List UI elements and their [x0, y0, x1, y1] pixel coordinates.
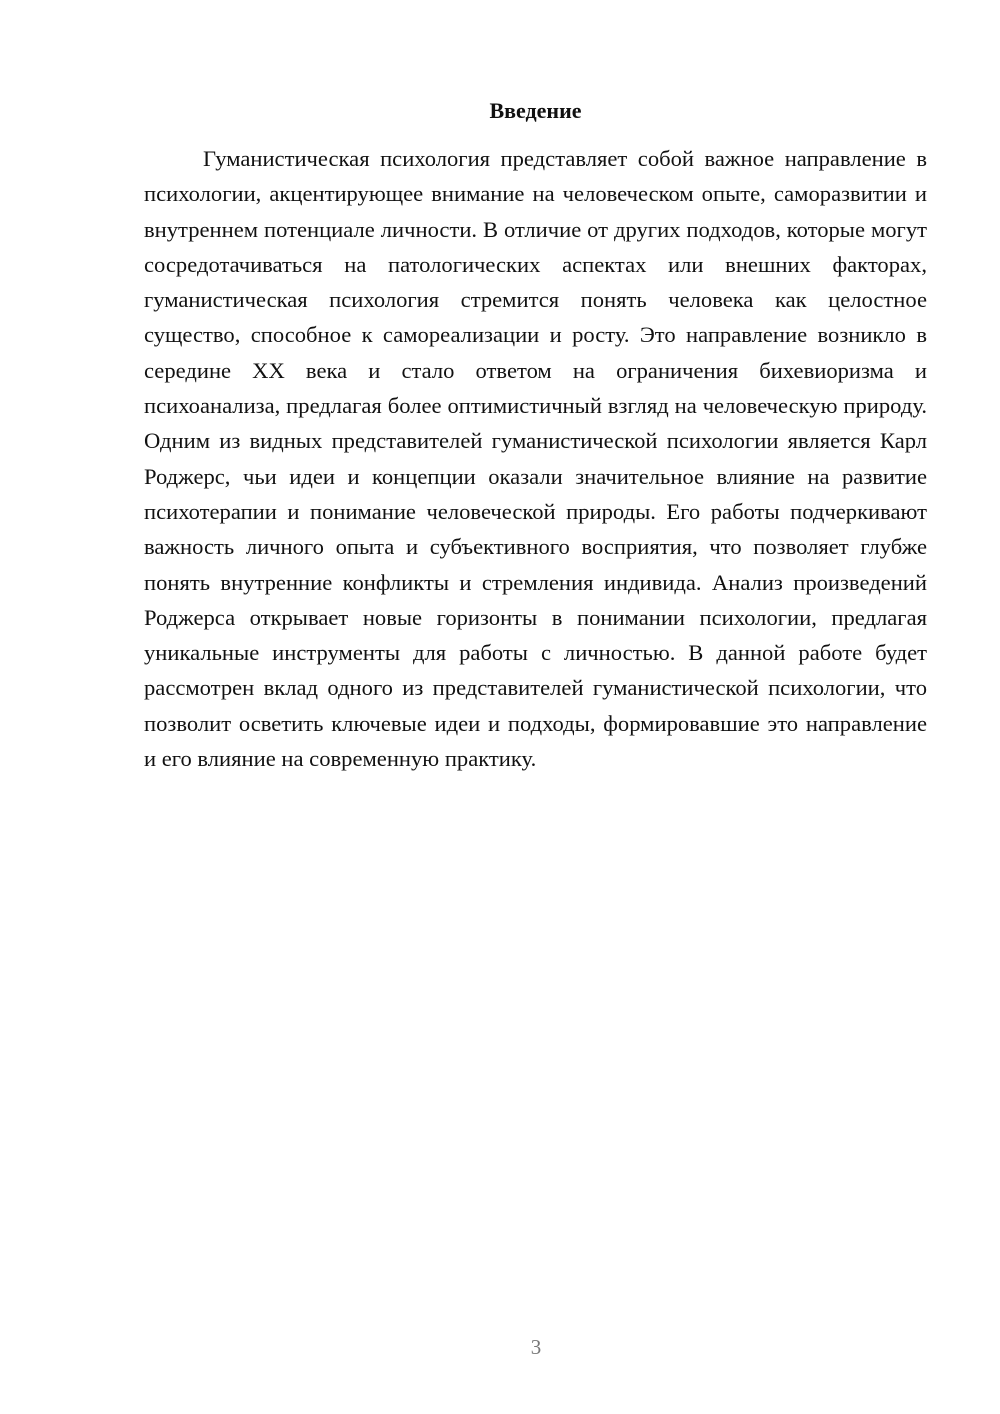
- section-heading: Введение: [489, 98, 582, 123]
- page-number: 3: [530, 1335, 542, 1359]
- body-paragraph: Гуманистическая психология представляет собой важное направление в психологии, акцентирующее внимание на человеческом опыте, саморазвитии и внутреннем потенциале личности. В отличие от других подходов, которые могут сосредотачиваться на патологических аспектах или внешних факторах, гуманистическая психология стремится понять человека как целостное существо, способное к самореализации и росту. Это направление возникло в середине XX века и стало ответом на ограничения бихевиоризма и психоанализа, предлагая более оптимистичный взгляд на человеческую природу. Одним из видных представителей гуманистической психологии является Карл Роджерс, чьи идеи и концепции оказали значительное влияние на развитие психотерапии и понимание человеческой природы. Его работы подчеркивают важность личного опыта и субъективного восприятия, что позволяет глубже понять внутренние конфликты и стремления индивида. Анализ произведений Роджерса открывает новые горизонты в понимании психологии, предлагая уникальные инструменты для работы с личностью. В данной работе будет рассмотрен вклад одного из представителей гуманистической психологии, что позволит осветить ключевые идеи и подходы, формировавшие это направление и его влияние на современную практику.: [144, 146, 927, 772]
